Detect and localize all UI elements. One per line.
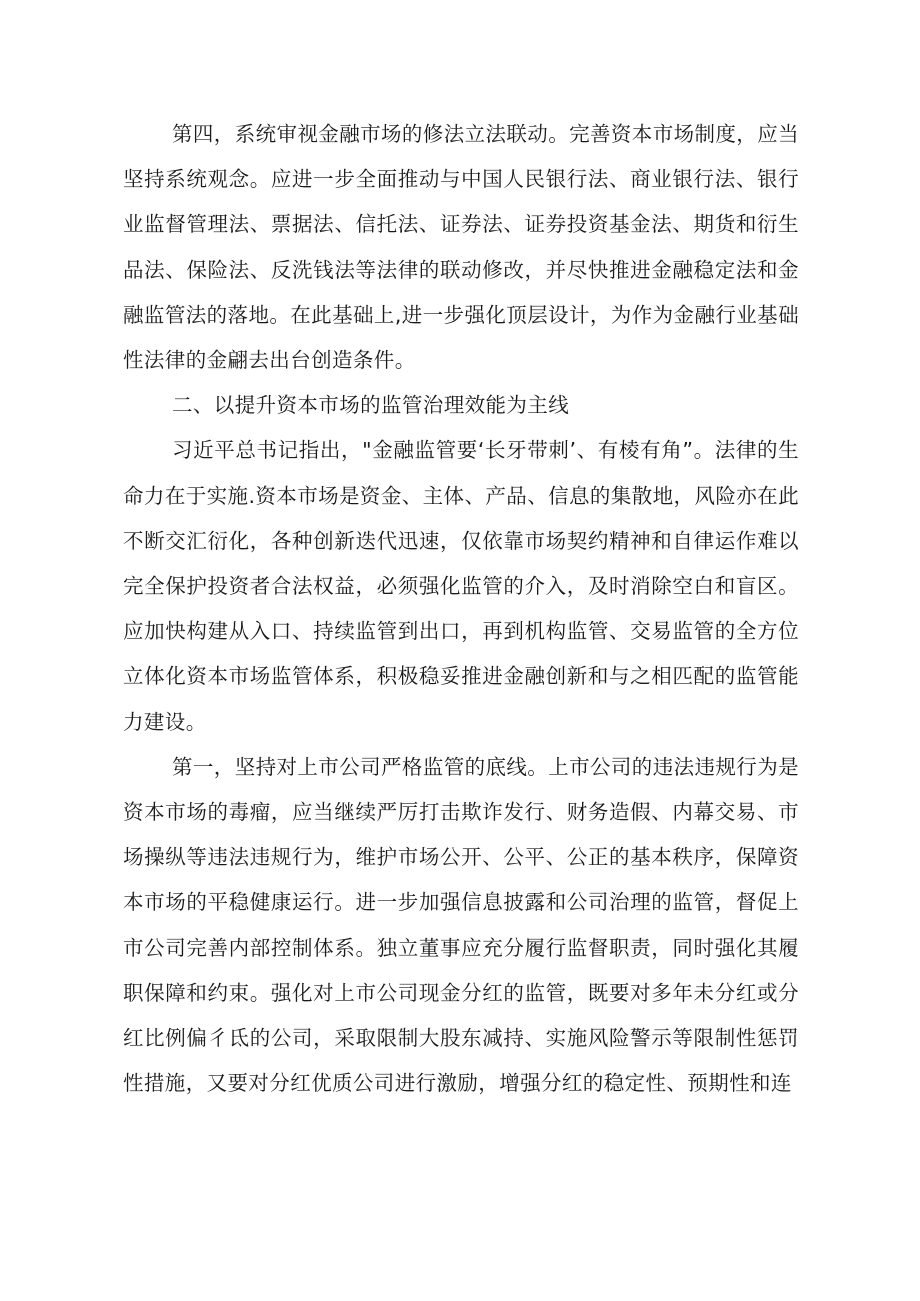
- paragraph-listed-company-supervision: 第一，坚持对上市公司严格监管的底线。上市公司的违法违规行为是资本市场的毒瘤，应当继续严厉打击欺诈发行、财务造假、内幕交易、市场操纵等违法违规行为，维护市场公开、公平、公正的基本秩序，保障资本市场的平稳健康运行。进一步加强信息披露和公司治理的监管，督促上市公司完善内部控制体系。独立董事应充分履行监督职责，同时强化其履职保障和约束。强化对上市公司现金分红的监管，既要对多年未分红或分红比例偏彳氐的公司，采取限制大股东减持、实施风险警示等限制性惩罚性措施，又要对分红优质公司进行激励，增强分红的稳定性、预期性和连: [123, 754, 799, 1096]
- paragraph-regulation-quote: 习近平总书记指出，"金融监管要‘长牙带刺’、有棱有角”。法律的生命力在于实施.资本市场是资金、主体、产品、信息的集散地，风险亦在此不断交汇衍化，各种创新迭代迅速，仅依靠市场契约精神和自律运作难以完全保护投资者合法权益，必须强化监管的介入，及时消除空白和盲区。应加快构建从入口、持续监管到出口，再到机构监管、交易监管的全方位立体化资本市场监管体系，积极稳妥推进金融创新和与之相匹配的监管能力建设。: [123, 438, 799, 734]
- section-heading: 二、以提升资本市场的监管治理效能为主线: [172, 393, 570, 418]
- document-body: [123, 112, 799, 1106]
- paragraph-financial-law-linkage: 第四，系统审视金融市场的修法立法联动。完善资本市场制度，应当坚持系统观念。应进一步全面推动与中国人民银行法、商业银行法、银行业监督管理法、票据法、信托法、证券法、证券投资基金法、期货和衍生品法、保险法、反洗钱法等法律的联动修改，并尽快推进金融稳定法和金融监管法的落地。在此基础上,进一步强化顶层设计，为作为金融行业基础性法律的金翩去出台创造条件。: [123, 122, 799, 373]
